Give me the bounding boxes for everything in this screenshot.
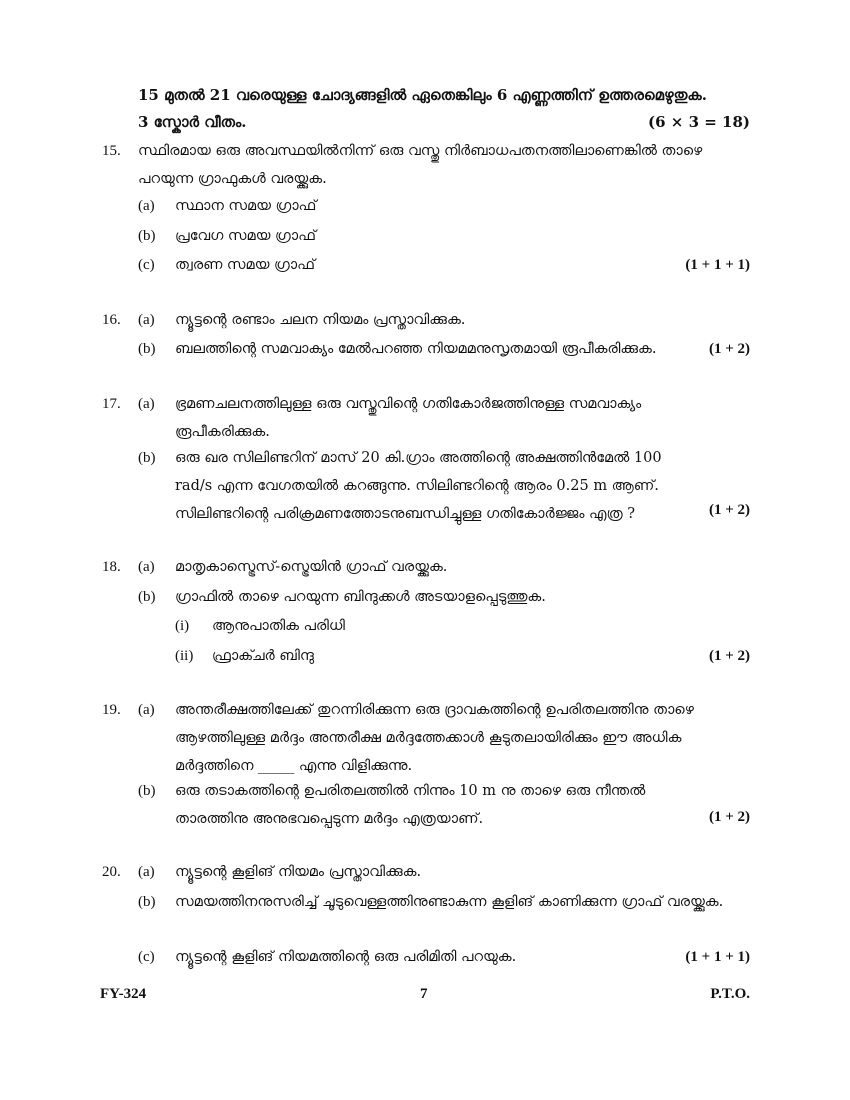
page-number: 7 [420,986,428,1002]
part-label: (c) [138,949,155,965]
part-text: ഭ്രമണചലനത്തിലുള്ള ഒരു വസ്തുവിന്റെ ഗതികോർജത്തിനുള്ള സമവാക്യം രൂപീകരിക്കുക. [175,396,642,440]
part-label: (a) [138,312,155,328]
subpart-label: (ii) [175,648,194,664]
part-label: (b) [138,450,156,466]
part-text: സമയത്തിനനുസരിച്ച് ചൂടുവെള്ളത്തിനുണ്ടാകുന്ന കൂളിങ് കാണിക്കുന്ന ഗ്രാഫ് വരയ്ക്കുക. [175,894,724,910]
please-turn-over: P.T.O. [710,986,750,1002]
part-text: മാതൃകാസ്ട്രെസ്-സ്ട്രെയിൻ ഗ്രാഫ് വരയ്ക്കുക. [175,559,448,575]
question-marks: (1 + 1 + 1) [685,949,750,965]
question-marks: (1 + 2) [708,648,750,664]
part-label: (a) [138,864,155,880]
question-text: സ്ഥിരമായ ഒരു അവസ്ഥയിൽനിന്ന് ഒരു വസ്തു നിർബാധപതനത്തിലാണെങ്കിൽ താഴെ പറയുന്ന ഗ്രാഫുകൾ വരയ്ക്കുക. [138,143,703,187]
question-number: 20. [102,864,121,880]
part-text: ത്വരണ സമയ ഗ്രാഫ് [175,257,315,273]
part-label: (b) [138,894,156,910]
part-label: (a) [138,396,155,412]
question-number: 19. [102,702,121,718]
question-number: 17. [102,396,121,412]
subpart-text: ആനുപാതിക പരിധി [212,618,345,634]
subpart-text: ഫ്രാക്ചർ ബിന്ദു [212,648,314,664]
part-text: ന്യൂട്ടന്റെ കൂളിങ് നിയമത്തിന്റെ ഒരു പരിമിതി പറയുക. [175,949,517,965]
part-text: അന്തരീക്ഷത്തിലേക്ക് തുറന്നിരിക്കുന്ന ഒരു ദ്രാവകത്തിന്റെ ഉപരിതലത്തിനു താഴെ ആഴത്തിലുള്ള മർദ്ദം അന്തരീക്ഷ മർദ്ദത്തേക്കാൾ കൂടുതലായിരിക്കും ഈ അധിക മർദ്ദത്തിനെ _____ എന്നു വിളിക്കുന്നു. [175,702,694,774]
part-label: (a) [138,559,155,575]
question-marks: (1 + 1 + 1) [685,257,750,273]
instruction-line-2 [138,113,750,131]
instruction-line-1: 15 മുതൽ 21 വരെയുള്ള ചോദ്യങ്ങളിൽ ഏതെങ്കിലും 6 എണ്ണത്തിന് ഉത്തരമെഴുതുക. [138,86,707,104]
part-label: (c) [138,257,155,273]
part-text: സ്ഥാന സമയ ഗ്രാഫ് [175,198,317,214]
question-marks: (1 + 2) [708,502,750,518]
part-text: ഗ്രാഫിൽ താഴെ പറയുന്ന ബിന്ദുക്കൾ അടയാളപ്പെടുത്തുക. [175,589,546,605]
question-number: 18. [102,559,121,575]
question-marks: (1 + 2) [708,341,750,357]
question-marks: (1 + 2) [708,809,750,825]
part-label: (a) [138,702,155,718]
part-text: ന്യൂട്ടന്റെ കൂളിങ് നിയമം പ്രസ്താവിക്കുക. [175,864,422,880]
instruction-score: 3 സ്കോർ വീതം. [138,113,247,131]
part-label: (a) [138,198,155,214]
part-text: ബലത്തിന്റെ സമവാക്യം മേൽപറഞ്ഞ നിയമമനുസൃതമായി രൂപീകരിക്കുക. [175,341,657,357]
part-text: ന്യൂട്ടന്റെ രണ്ടാം ചലന നിയമം പ്രസ്താവിക്കുക. [175,312,466,328]
instruction-marks: (6 × 3 = 18) [648,113,750,131]
question-number: 15. [102,143,121,159]
paper-code: FY-324 [100,986,147,1002]
part-text: ഒരു ഖര സിലിണ്ടറിന് മാസ് 20 കി.ഗ്രാം അത്തിന്റെ അക്ഷത്തിൻമേൽ 100 rad/s എന്ന വേഗതയിൽ കറങ്ങുന്നു. സിലിണ്ടറിന്റെ ആരം 0.25 m ആണ്. സിലിണ്ടറിന്റെ പരിക്രമണത്തോടനുബന്ധിച്ചുള്ള ഗതികോർജ്ജം എത്ര ? [175,450,662,522]
question-number: 16. [102,312,121,328]
part-label: (b) [138,589,156,605]
part-label: (b) [138,228,156,244]
part-label: (b) [138,341,156,357]
part-text: പ്രവേഗ സമയ ഗ്രാഫ് [175,228,316,244]
part-text: ഒരു തടാകത്തിന്റെ ഉപരിതലത്തിൽ നിന്നും 10 m നു താഴെ ഒരു നീന്തൽ താരത്തിനു അനുഭവപ്പെടുന്ന മർദ്ദം എത്രയാണ്. [175,783,646,827]
subpart-label: (i) [175,618,190,634]
part-label: (b) [138,783,156,799]
